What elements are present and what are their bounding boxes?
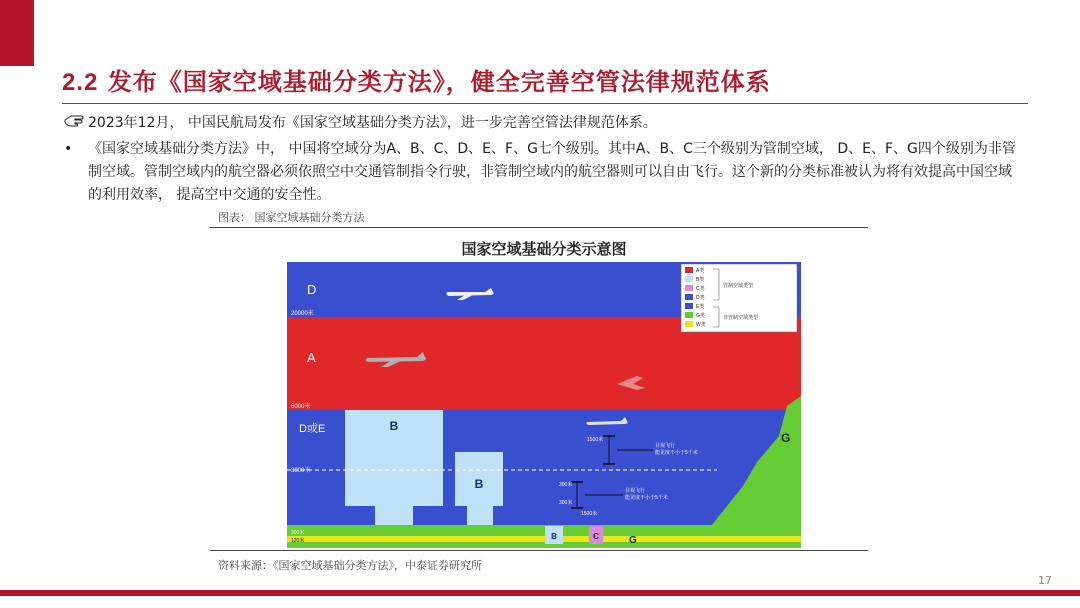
zone-label-c-small: C [593,532,599,541]
bottom-accent-bar [0,590,1080,596]
bullet-intro-text: 2023年12月， 中国民航局发布《国家空域基础分类方法》，进一步完善空管法律规范体系。 [88,115,657,131]
dist-1500-a: 1500米 [587,437,604,443]
legend-swatch [685,321,693,327]
zone-label-g-right: G [781,431,791,445]
vfr-1-sub: 能见度不小于5千米 [655,450,698,456]
legend-label: W类 [696,322,706,328]
legend-swatch [685,294,693,300]
vfr-2-label: 目视飞行 [625,488,646,494]
alt-label-120: 120米 [291,538,305,544]
zone-label-a: A [307,350,316,365]
legend-label: G类 [696,313,705,319]
legend-label: A类 [696,268,705,274]
title-text: 发布《国家空域基础分类方法》，健全完善空管法律规范体系 [107,68,771,96]
alt-label-3000: 3000米 [291,468,311,474]
legend-swatch [685,276,693,282]
legend-label: D类 [696,295,705,301]
alt-label-6000: 6000米 [291,404,311,410]
legend-label: C类 [696,286,705,292]
figure-bottom-rule [210,550,868,551]
dist-300b: 300米 [559,500,573,506]
zone-w-ground [287,536,801,542]
pointing-hand-icon [64,112,86,136]
legend-swatch [685,285,693,291]
zone-label-g-ground: G [629,535,637,546]
figure-top-rule [210,227,868,228]
figure-caption: 图表： 国家空域基础分类方法 [218,211,365,224]
zone-label-d: D [307,282,317,297]
page-number: 17 [1038,574,1052,587]
legend-group-controlled: 管制空域类型 [723,283,754,289]
corner-accent-bar [0,0,34,66]
bullet-marker: • [64,141,73,157]
diagram-legend [681,264,797,332]
vfr-1-label: 目视飞行 [655,443,676,449]
legend-swatch [685,267,693,273]
title-divider [62,103,1028,104]
legend-group-non-controlled: 非管制空域类型 [723,315,759,321]
slide-title [62,62,771,97]
legend-label: E类 [696,304,705,310]
diagram-title: 国家空域基础分类示意图 [461,241,627,258]
dist-1500-b: 1500米 [581,511,598,517]
zone-label-b-left: B [389,419,399,433]
alt-label-300: 300米 [291,530,305,536]
legend-swatch [685,312,693,318]
airspace-diagram [287,236,801,548]
figure-source: 资料来源：《国家空域基础分类方法》，中泰证券研究所 [218,559,482,572]
vfr-2-sub: 能见度不小于5千米 [625,495,668,501]
dist-300: 300米 [559,482,573,488]
legend-label: B类 [696,277,705,283]
zone-label-b-right: B [474,477,484,491]
airspace-diagram-svg [287,236,801,548]
alt-label-20000: 20000米 [291,311,314,317]
zone-label-b-small: B [551,532,557,541]
legend-swatch [685,303,693,309]
zone-label-d-or-e: D或E [299,423,326,435]
title-number: 2.2 [62,69,99,96]
bullet-detail-text: 《国家空域基础分类方法》中， 中国将空域分为A、B、C、D、E、F、G七个级别。其中A、B、C三个级别为管制空域， D、E、F、G四个级别为非管制空域。管制空域内的航空器必须依照空中交通管制指令行驶，非管制空域内的航空器则可以自由飞行。这个新的分类标准被认为将有效提高中国空域的利用效率， 提高空中交通的安全性。 [88,141,1016,203]
